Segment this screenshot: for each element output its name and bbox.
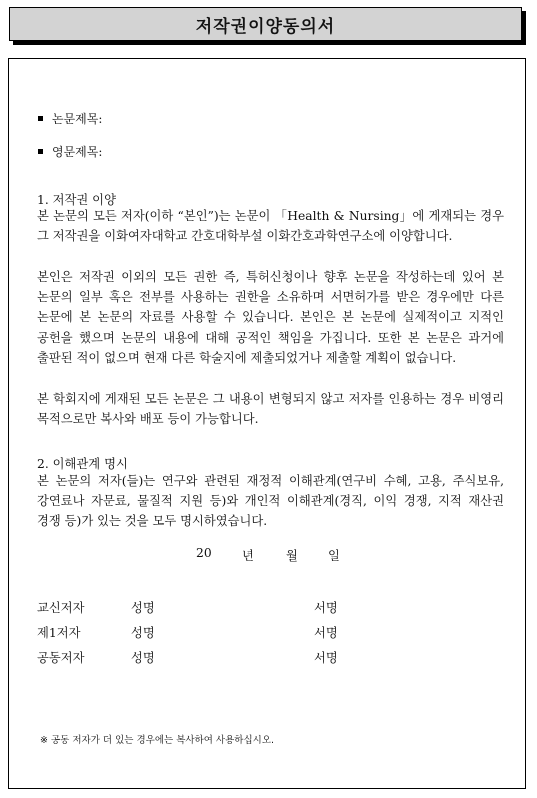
square-bullet-icon <box>38 149 43 154</box>
section2-paragraph: 본 논문의 저자(들)는 연구와 관련된 재정적 이해관계(연구비 수혜, 고용, 주식보유, 강연료나 자문료, 물질적 지원 등)와 개인적 이해관계(경직, 이익 경쟁, 지적 재산권 경쟁 등)가 있는 것을 모두 명시하였습니다. <box>37 474 504 529</box>
section1-paragraph-1: 본 논문의 모든 저자(이하 “본인”)는 논문이 「Health & Nursing」에 게재되는 경우 그 저작권을 이화여자대학교 간호대학부설 이화간호과학연구소에 이양합니다. <box>37 209 504 244</box>
author-name-label: 성명 <box>131 651 155 665</box>
author-role: 교신저자 <box>37 601 85 615</box>
paper-title-field <box>38 110 102 127</box>
section1-paragraph-2: 본인은 저작권 이외의 모든 권한 즉, 특허신청이나 향후 논문을 작성하는데 있어 본 논문의 일부 혹은 전부를 사용하는 권한을 소유하며 서면허가를 받은 경우에만 다른 논문에 본 논문의 자료를 사용할 수 있습니다. 본인은 본 논문에 실제적이고 지적인 공헌을 했으며 논문의 내용에 대해 공적인 책임을 가집니다. 또한 본 논문은 과거에 출판된 적이 없으며 현재 다른 학술지에 제출되었거나 제출할 계획이 없습니다. <box>37 270 504 365</box>
english-title-label: 영문제목: <box>52 145 103 159</box>
document-title-box <box>9 7 522 41</box>
author-role: 제1저자 <box>37 626 81 640</box>
date-day-label: 일 <box>328 549 340 563</box>
author-row-corresponding <box>37 598 507 616</box>
author-row-co <box>37 648 507 666</box>
square-bullet-icon <box>38 116 43 121</box>
author-row-first <box>37 623 507 641</box>
date-year-label: 년 <box>242 549 254 563</box>
author-sign-label: 서명 <box>314 651 338 665</box>
english-title-field <box>38 143 102 160</box>
author-name-label: 성명 <box>131 626 155 640</box>
document-title: 저작권이양동의서 <box>195 16 336 37</box>
author-sign-label: 서명 <box>314 626 338 640</box>
section1-paragraph-3: 본 학회지에 게재된 모든 논문은 그 내용이 변형되지 않고 저자를 인용하는 경우 비영리 목적으로만 복사와 배포 등이 가능합니다. <box>37 392 504 427</box>
paper-title-label: 논문제목: <box>52 112 103 126</box>
author-name-label: 성명 <box>131 601 155 615</box>
footnote: ※ 공동 저자가 더 있는 경우에는 복사하여 사용하십시오. <box>40 735 275 746</box>
author-sign-label: 서명 <box>314 601 338 615</box>
date-month-label: 월 <box>286 549 298 563</box>
section1-heading: 1. 저작권 이양 <box>37 193 116 207</box>
section2-heading: 2. 이해관계 명시 <box>37 457 128 471</box>
author-role: 공동저자 <box>37 651 85 665</box>
date-year-prefix: 20 <box>196 546 212 560</box>
